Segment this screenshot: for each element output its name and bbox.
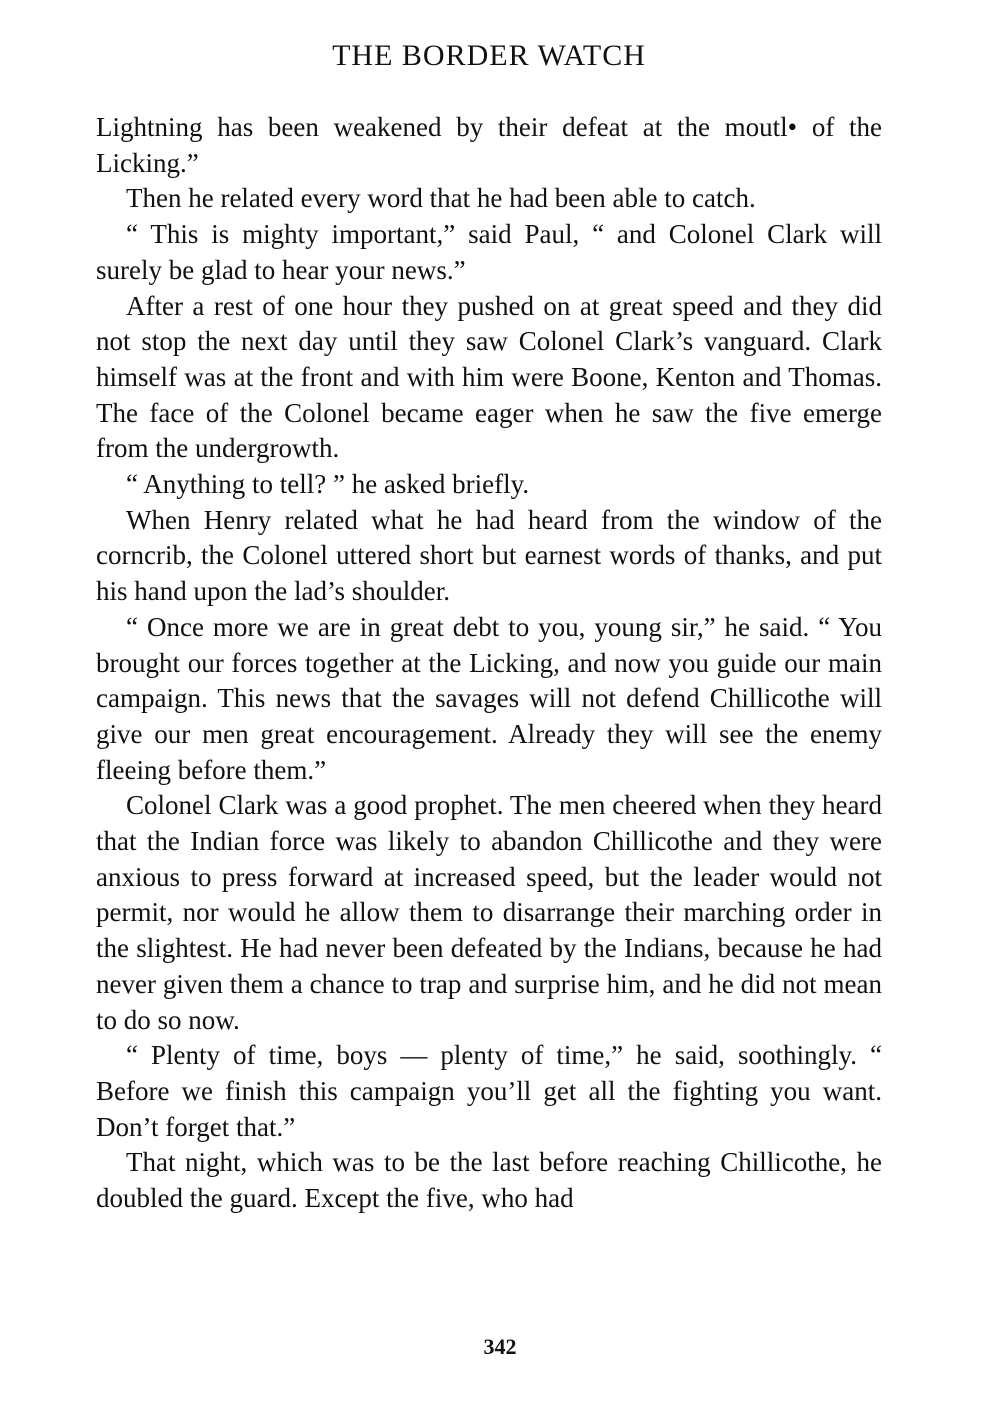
page-number: 342 [483, 1334, 517, 1359]
paragraph: After a rest of one hour they pushed on at great speed and they did not stop the next day until they saw Colonel Clark’s vanguard. Clark himself was at the front and with him were Boone, Kenton and Thomas. The face of the Colonel became eager when he saw the five emerge from the undergrowth. [96, 290, 882, 464]
body-text [96, 110, 882, 1217]
paragraph: Colonel Clark was a good prophet. The men cheered when they heard that the Indian force was likely to abandon Chillicothe and they were anxious to press forward at increased speed, but the leader would not permit, nor would he allow them to disarrange their marching order in the slightest. He had never been defeated by the Indians, because he had never given them a chance to trap and surprise him, and he did not mean to do so now. [96, 790, 882, 1035]
paragraph: “ Anything to tell? ” he asked briefly. [126, 469, 530, 500]
book-page [96, 38, 882, 1398]
running-head: THE BORDER WATCH [332, 39, 646, 72]
paragraph: Then he related every word that he had been able to catch. [126, 183, 756, 214]
paragraph: “ Plenty of time, boys — plenty of time,” he said, soothingly. “ Before we finish this campaign you’ll get all the fighting you want. Don’t forget that.” [96, 1040, 882, 1142]
paragraph: When Henry related what he had heard from the window of the corncrib, the Colonel uttered short but earnest words of thanks, and put his hand upon the lad’s shoulder. [96, 504, 882, 607]
paragraph: Lightning has been weakened by their defeat at the moutl• of the Licking.” [96, 112, 882, 178]
paragraph: “ This is mighty important,” said Paul, “ and Colonel Clark will surely be glad to hear your news.” [96, 219, 882, 285]
paragraph: “ Once more we are in great debt to you, young sir,” he said. “ You brought our forces together at the Licking, and now you guide our main campaign. This news that the savages will not defend Chillicothe will give our men great encouragement. Already they will see the enemy fleeing before them.” [96, 611, 882, 785]
paragraph: That night, which was to be the last before reaching Chillicothe, he doubled the guard. Except the five, who had [96, 1147, 882, 1214]
